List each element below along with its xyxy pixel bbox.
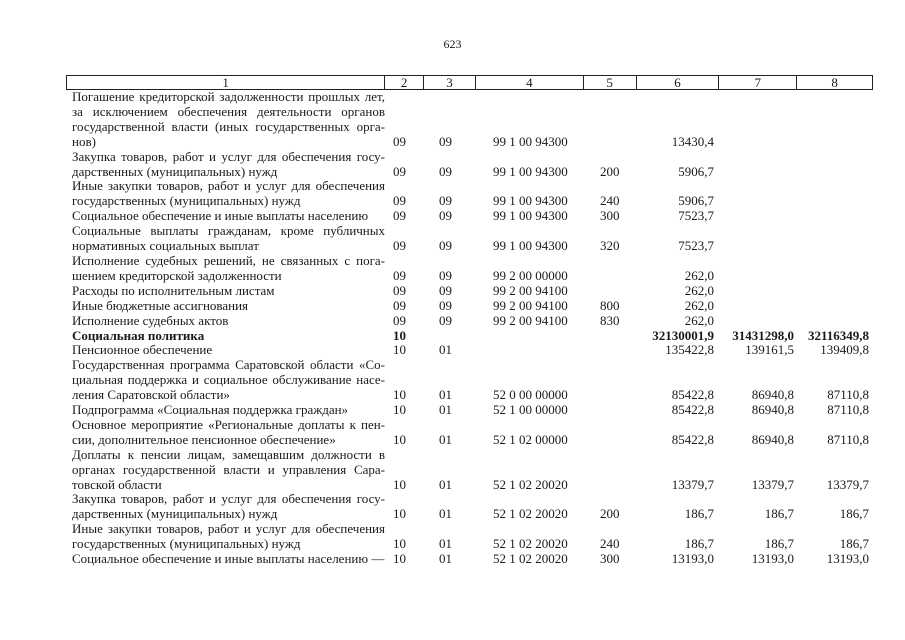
header-col-1: 1 (67, 76, 385, 89)
description-line: Исполнение судебных решений, не связанных с пога- (72, 252, 385, 268)
cell-c2: 09 (393, 163, 406, 179)
cell-c3: 09 (439, 163, 452, 179)
row-description (66, 284, 385, 299)
cell-c2: 09 (393, 193, 406, 209)
description-line: товской области (72, 476, 162, 492)
cell-c2: 10 (393, 387, 406, 403)
table-row (66, 403, 873, 418)
row-description (66, 343, 385, 358)
row-description (66, 403, 385, 418)
description-line: Иные бюджетные ассигнования (72, 297, 249, 313)
description-line: за исключением обеспечения деятельности органов (72, 103, 385, 119)
cell-c3: 09 (439, 238, 452, 254)
table-row (66, 90, 873, 150)
cell-c5: 800 (600, 297, 620, 313)
row-description (66, 552, 385, 567)
cell-c5: 240 (600, 536, 620, 552)
cell-c6: 186,7 (684, 506, 714, 522)
description-line: ления Саратовской области» (72, 387, 230, 403)
cell-c3: 01 (439, 387, 452, 403)
cell-c5: 300 (600, 208, 620, 224)
table-row (66, 299, 873, 314)
cell-c2: 09 (393, 297, 406, 313)
table-row (66, 284, 873, 299)
cell-c3: 01 (439, 402, 452, 418)
description-line: Социальное обеспечение и иные выплаты населению — (72, 551, 385, 567)
header-col-7: 7 (719, 76, 797, 89)
table-row (66, 224, 873, 254)
description-line: нов) (72, 133, 96, 149)
description-line: Социальные выплаты гражданам, кроме публичных (72, 223, 385, 239)
cell-c4: 52 1 02 20020 (493, 506, 568, 522)
cell-c2: 10 (393, 536, 406, 552)
cell-c4: 99 2 00 94100 (493, 282, 568, 298)
cell-c3: 09 (439, 193, 452, 209)
description-line: государственных (муниципальных) нужд (72, 193, 301, 209)
cell-c2: 10 (393, 476, 406, 492)
cell-c6: 7523,7 (678, 238, 714, 254)
cell-c7: 86940,8 (751, 431, 794, 447)
row-description (66, 492, 385, 522)
cell-c5: 240 (600, 193, 620, 209)
cell-c6: 5906,7 (678, 193, 714, 209)
cell-c4: 99 1 00 94300 (493, 193, 568, 209)
cell-c5: 830 (600, 312, 620, 328)
description-line: государственной власти (иных государственных орга- (72, 118, 385, 134)
row-description (66, 329, 385, 344)
cell-c8: 32116349,8 (807, 327, 869, 343)
cell-c2: 09 (393, 208, 406, 224)
table-row (66, 522, 873, 552)
row-description (66, 224, 385, 254)
cell-c3: 09 (439, 282, 452, 298)
description-line: Расходы по исполнительным листам (72, 282, 275, 298)
description-line: Государственная программа Саратовской области «Со- (72, 357, 385, 373)
row-description (66, 522, 385, 552)
cell-c3: 01 (439, 536, 452, 552)
cell-c6: 262,0 (684, 312, 714, 328)
cell-c2: 10 (393, 327, 406, 343)
cell-c5: 320 (600, 238, 620, 254)
row-description (66, 209, 385, 224)
cell-c6: 85422,8 (671, 387, 714, 403)
cell-c7: 31431298,0 (732, 327, 794, 343)
description-line: Иные закупки товаров, работ и услуг для обеспечения (72, 178, 385, 194)
row-description (66, 418, 385, 448)
cell-c4: 52 1 02 20020 (493, 476, 568, 492)
cell-c8: 13193,0 (826, 551, 869, 567)
header-col-8: 8 (831, 75, 838, 90)
table-row (66, 254, 873, 284)
cell-c6: 5906,7 (678, 163, 714, 179)
table-row (66, 418, 873, 448)
cell-c3: 01 (439, 476, 452, 492)
cell-c6: 32130001,9 (652, 327, 714, 343)
description-line: дарственных (муниципальных) нужд (72, 163, 278, 179)
description-line: Закупка товаров, работ и услуг для обеспечения госу- (72, 491, 385, 507)
table-row (66, 492, 873, 522)
page-number: 623 (443, 37, 462, 51)
table-row (66, 358, 873, 403)
cell-c3: 01 (439, 506, 452, 522)
cell-c2: 09 (393, 133, 406, 149)
cell-c3: 09 (439, 133, 452, 149)
description-line: Пенсионное обеспечение (72, 342, 213, 358)
cell-c7: 13193,0 (751, 551, 794, 567)
cell-c4: 99 1 00 94300 (493, 238, 568, 254)
description-line: Исполнение судебных актов (72, 312, 229, 328)
table-row (66, 314, 873, 329)
table-row (66, 552, 873, 567)
cell-c6: 262,0 (684, 282, 714, 298)
description-line: сии, дополнительное пенсионное обеспечение» (72, 431, 336, 447)
cell-c2: 10 (393, 506, 406, 522)
table-row (66, 329, 873, 344)
cell-c6: 85422,8 (671, 402, 714, 418)
cell-c4: 52 1 02 00000 (493, 431, 568, 447)
cell-c7: 186,7 (764, 506, 794, 522)
cell-c6: 262,0 (684, 297, 714, 313)
row-description (66, 448, 385, 493)
description-line: шением кредиторской задолженности (72, 267, 282, 283)
cell-c8: 186,7 (839, 536, 869, 552)
cell-c2: 10 (393, 342, 406, 358)
cell-c7: 13379,7 (751, 476, 794, 492)
cell-c3: 09 (439, 312, 452, 328)
table-row (66, 343, 873, 358)
cell-c6: 186,7 (684, 536, 714, 552)
cell-c7: 86940,8 (751, 387, 794, 403)
cell-c8: 87110,8 (827, 431, 869, 447)
row-description (66, 358, 385, 403)
cell-c6: 7523,7 (678, 208, 714, 224)
cell-c4: 99 1 00 94300 (493, 133, 568, 149)
row-description (66, 314, 385, 329)
cell-c6: 85422,8 (671, 431, 714, 447)
description-line: нормативных социальных выплат (72, 238, 259, 254)
description-line: Основное мероприятие «Региональные доплаты к пен- (72, 416, 385, 432)
description-line: Доплаты к пенсии лицам, замещавшим должности в (72, 446, 385, 462)
description-line: Иные закупки товаров, работ и услуг для обеспечения (72, 521, 385, 537)
cell-c2: 10 (393, 402, 406, 418)
cell-c8: 186,7 (839, 506, 869, 522)
description-line: органах государственной власти и управления Сара- (72, 461, 385, 477)
cell-c4: 99 1 00 94300 (493, 163, 568, 179)
description-line: Социальное обеспечение и иные выплаты населению (72, 208, 369, 224)
cell-c5: 200 (600, 506, 620, 522)
cell-c3: 09 (439, 208, 452, 224)
row-description (66, 299, 385, 314)
description-line: Социальная политика (72, 327, 205, 343)
cell-c8: 87110,8 (827, 402, 869, 418)
cell-c7: 139161,5 (745, 342, 794, 358)
cell-c6: 13430,4 (671, 133, 714, 149)
header-col-4: 4 (476, 76, 584, 89)
cell-c4: 52 0 00 00000 (493, 387, 568, 403)
cell-c3: 09 (439, 297, 452, 313)
cell-c4: 52 1 02 20020 (493, 536, 568, 552)
header-col-5: 5 (584, 76, 637, 89)
table-row (66, 150, 873, 180)
header-col-6: 6 (637, 76, 720, 89)
cell-c4: 99 1 00 94300 (493, 208, 568, 224)
cell-c4: 52 1 00 00000 (493, 402, 568, 418)
cell-c2: 09 (393, 238, 406, 254)
cell-c7: 86940,8 (751, 402, 794, 418)
header-col-3: 3 (424, 76, 476, 89)
description-line: циальная поддержка и социальное обслуживание насе- (72, 372, 385, 388)
table-header (66, 75, 873, 90)
cell-c5: 200 (600, 163, 620, 179)
cell-c2: 09 (393, 282, 406, 298)
description-line: дарственных (муниципальных) нужд (72, 506, 278, 522)
cell-c3: 09 (439, 267, 452, 283)
table-row (66, 209, 873, 224)
description-line: государственных (муниципальных) нужд (72, 536, 301, 552)
cell-c4: 99 2 00 94100 (493, 297, 568, 313)
cell-c6: 13193,0 (671, 551, 714, 567)
row-description (66, 179, 385, 209)
cell-c7: 186,7 (764, 536, 794, 552)
description-line: Закупка товаров, работ и услуг для обеспечения госу- (72, 148, 385, 164)
description-line: Подпрограмма «Социальная поддержка граждан» (72, 402, 349, 418)
cell-c3: 01 (439, 551, 452, 567)
table-row (66, 179, 873, 209)
cell-c6: 135422,8 (665, 342, 714, 358)
cell-c4: 99 2 00 94100 (493, 312, 568, 328)
row-description (66, 150, 385, 180)
table-body (66, 90, 873, 567)
cell-c6: 13379,7 (671, 476, 714, 492)
cell-c8: 87110,8 (827, 387, 869, 403)
cell-c4: 99 2 00 00000 (493, 267, 568, 283)
cell-c3: 01 (439, 431, 452, 447)
cell-c8: 13379,7 (826, 476, 869, 492)
header-col-2: 2 (385, 76, 424, 89)
cell-c5: 300 (600, 551, 620, 567)
cell-c3: 01 (439, 342, 452, 358)
cell-c8: 139409,8 (820, 342, 869, 358)
row-description (66, 254, 385, 284)
cell-c2: 09 (393, 312, 406, 328)
table-row (66, 448, 873, 493)
cell-c6: 262,0 (684, 267, 714, 283)
cell-c2: 09 (393, 267, 406, 283)
cell-c2: 10 (393, 431, 406, 447)
cell-c4: 52 1 02 20020 (493, 551, 568, 567)
description-line: Погашение кредиторской задолженности прошлых лет, (72, 89, 385, 104)
cell-c2: 10 (393, 551, 406, 567)
row-description (66, 90, 385, 150)
